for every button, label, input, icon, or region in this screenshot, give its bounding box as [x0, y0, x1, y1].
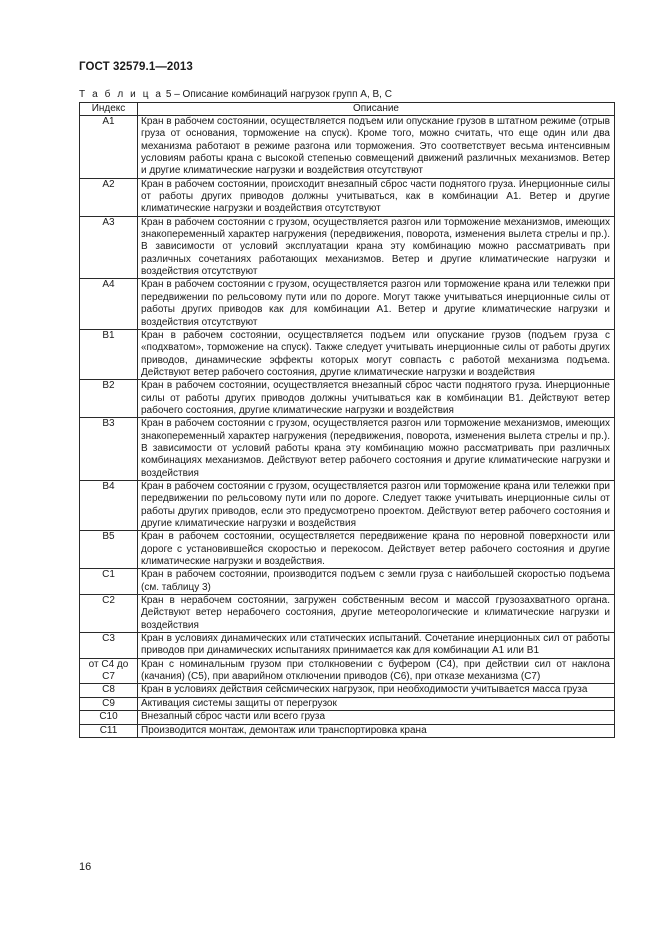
table-row	[80, 216, 615, 279]
table-caption-text: 5 – Описание комбинаций нагрузок групп А, В, С	[163, 89, 392, 100]
row-index-cell: С2	[80, 595, 138, 633]
table-row	[80, 633, 615, 659]
row-description-cell: Кран в рабочем состоянии, осуществляется подъем или опускание грузов в штатном режиме (отрыв груза от основания, торможение на спуск). Кроме того, можно считать, что еще один или два механизма работают в режиме разгона или торможения. Это соответствует весьма интенсивным условиям работы крана с высокой степенью совмещений движений различных механизмов. Ветер и другие климатические нагрузки и воздействия отсутствуют	[138, 116, 615, 179]
row-description-cell: Кран в рабочем состоянии с грузом, осуществляется разгон или торможение механизмов, имеющих знакопеременный характер нагружения (передвижения, поворота, изменения вылета стрелы и пр.). В зависимости от условий работы крана эту комбинацию можно рассматривать при различных комбинациях механизмов. Действуют ветер рабочего состояния и другие климатические нагрузки и воздействия	[138, 418, 615, 481]
row-description-cell: Кран в рабочем состоянии, осуществляется передвижение крана по неровной поверхности или дороге с установившейся скоростью и перекосом. Действует ветер рабочего состояния и другие климатические нагрузки и воздействия.	[138, 531, 615, 569]
row-index-cell: А1	[80, 116, 138, 179]
table-row	[80, 531, 615, 569]
row-index-cell: В5	[80, 531, 138, 569]
table-row	[80, 724, 615, 737]
table-row	[80, 418, 615, 481]
row-index-cell: С9	[80, 697, 138, 710]
document-title: ГОСТ 32579.1—2013	[79, 61, 193, 73]
table-row	[80, 178, 615, 216]
row-index-cell: В3	[80, 418, 138, 481]
table-row	[80, 711, 615, 724]
table-row	[80, 569, 615, 595]
row-description-cell: Кран в рабочем состоянии, происходит внезапный сброс части поднятого груза. Инерционные силы от работы других приводов должны учитываться, как в комбинации А1. Ветер и другие климатические нагрузки и воздействия отсутствуют	[138, 178, 615, 216]
load-combinations-table	[79, 102, 615, 738]
table-row	[80, 684, 615, 697]
table-row	[80, 697, 615, 710]
row-description-cell: Кран в рабочем состоянии с грузом, осуществляется разгон или торможение крана или тележки при передвижении по рельсовому пути или по дороге. Следует также учитывать инерционные силы от работы других приводов, если это предусмотрено проектом. Действуют ветер рабочего состояния и другие климатические нагрузки и воздействия	[138, 480, 615, 530]
row-description-cell: Активация системы защиты от перегрузок	[138, 697, 615, 710]
row-index-cell: В2	[80, 380, 138, 418]
row-description-cell: Кран в рабочем состоянии с грузом, осуществляется разгон или торможение механизмов, имеющих знакопеременный характер нагружения (передвижения, поворота, изменения вылета стрелы и пр.). В зависимости от условий эксплуатации крана эту комбинацию можно рассматривать при различных сочетаниях работающих механизмов. Ветер и другие климатические нагрузки и воздействия отсутствуют	[138, 216, 615, 279]
row-description-cell: Кран в нерабочем состоянии, загружен собственным весом и массой грузозахватного органа. Действуют ветер нерабочего состояния, другие метеорологические и климатические нагрузки и воздействия	[138, 595, 615, 633]
row-index-cell: В4	[80, 480, 138, 530]
table-row	[80, 279, 615, 329]
row-description-cell: Кран в рабочем состоянии, осуществляется внезапный сброс части поднятого груза. Инерционные силы от работы других приводов должны учитываться как в комбинации В1. Действуют ветер рабочего состояния, другие климатические нагрузки и воздействия	[138, 380, 615, 418]
row-index-cell: С1	[80, 569, 138, 595]
row-index-cell: С10	[80, 711, 138, 724]
row-index-cell: В1	[80, 329, 138, 379]
row-index-cell: от С4 до С7	[80, 658, 138, 684]
table-row	[80, 116, 615, 179]
table-row	[80, 329, 615, 379]
row-index-cell: С11	[80, 724, 138, 737]
row-description-cell: Кран в рабочем состоянии с грузом, осуществляется разгон или торможение крана или тележки при передвижении по рельсовому пути или по дороге. Могут также учитываться инерционные силы от работы других приводов как для комбинации А1. Ветер и другие климатические нагрузки и воздействия отсутствуют	[138, 279, 615, 329]
row-index-cell: А3	[80, 216, 138, 279]
row-description-cell: Производится монтаж, демонтаж или транспортировка крана	[138, 724, 615, 737]
row-index-cell: А2	[80, 178, 138, 216]
column-header-description: Описание	[138, 103, 615, 116]
table-caption	[79, 89, 392, 100]
table-row	[80, 380, 615, 418]
row-description-cell: Кран в рабочем состоянии, производится подъем с земли груза с наибольшей скоростью подъема (см. таблицу 3)	[138, 569, 615, 595]
row-index-cell: С8	[80, 684, 138, 697]
row-index-cell: А4	[80, 279, 138, 329]
table-row	[80, 595, 615, 633]
table-body	[80, 116, 615, 738]
table-row	[80, 658, 615, 684]
page-number: 16	[79, 861, 92, 873]
table-caption-label: Т а б л и ц а	[79, 89, 164, 100]
table-row	[80, 480, 615, 530]
row-description-cell: Кран в условиях динамических или статических испытаний. Сочетание инерционных сил от работы приводов при динамических испытаниях принимается как для комбинации А1 или В1	[138, 633, 615, 659]
row-description-cell: Кран в условиях действия сейсмических нагрузок, при необходимости учитывается масса груза	[138, 684, 615, 697]
row-description-cell: Кран с номинальным грузом при столкновении с буфером (С4), при действии сил от наклона (качания) (С5), при аварийном отключении приводов (С6), при отказе механизма (С7)	[138, 658, 615, 684]
column-header-index: Индекс	[80, 103, 138, 116]
row-index-cell: С3	[80, 633, 138, 659]
row-description-cell: Внезапный сброс части или всего груза	[138, 711, 615, 724]
table-header-row	[80, 103, 615, 116]
row-description-cell: Кран в рабочем состоянии, осуществляется подъем или опускание грузов (подъем груза с «подхватом», торможение на спуск). Также следует учитывать инерционные силы от работы других приводов, динамические эффекты которых могут совпасть с работой механизма подъема. Действуют ветер рабочего состояния, другие климатические нагрузки и воздействия	[138, 329, 615, 379]
